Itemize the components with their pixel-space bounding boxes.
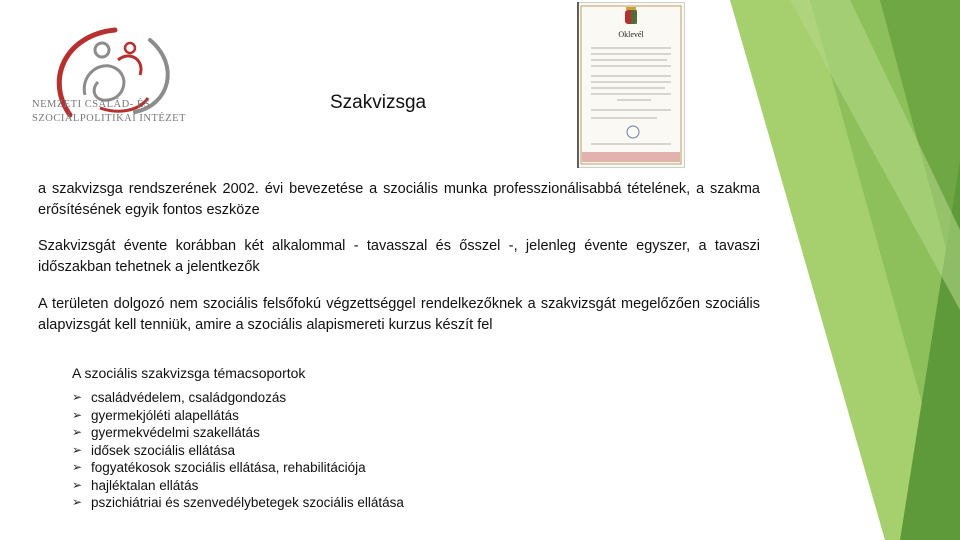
arrow-bullet-icon: ➢ [72,477,83,492]
topics-heading: A szociális szakvizsga témacsoportok [72,365,306,381]
list-item: ➢ fogyatékosok szociális ellátása, rehabilitációja [72,460,366,475]
logo-line-2: SZOCIÁLPOLITIKAI INTÉZET [32,113,187,124]
certificate-image [577,2,685,168]
list-item: ➢ családvédelem, családgondozás [72,390,287,405]
arrow-bullet-icon: ➢ [72,425,83,439]
coat-of-arms-icon [625,7,637,24]
arrow-bullet-icon: ➢ [72,442,83,457]
list-item: ➢ idősek szociális ellátása [72,442,236,458]
decorative-green-shapes [730,0,960,540]
topics-list [72,389,404,512]
arrow-bullet-icon: ➢ [72,390,83,404]
list-item: ➢ gyermekvédelmi szakellátás [72,425,260,440]
page-title: Szakvizsga [330,92,427,113]
logo-text [32,98,186,126]
certificate-heading: Oklevél [618,30,644,39]
arrow-bullet-icon: ➢ [72,495,83,509]
paragraph-intro: a szakvizsga rendszerének 2002. évi bevezetése a szociális munka professzionálisabbá tételének, a szakma erősítésének egyik fontos eszköze [38,181,760,218]
list-item: ➢ gyermekjóléti alapellátás [72,407,239,423]
arrow-bullet-icon: ➢ [72,460,83,474]
paragraph-prerequisite: A területen dolgozó nem szociális felsőfokú végzettséggel rendelkezőknek a szakvizsgát megelőzően szociális alapvizsgát kell tenniük, amire a szociális alapismereti kurzus készít fel [38,296,760,333]
list-item: ➢ hajléktalan ellátás [72,477,199,493]
logo-line-1: NEMZETI CSALÁD- ÉS [32,99,151,110]
list-item: ➢ pszichiátriai és szenvedélybetegek szociális ellátása [72,495,404,510]
arrow-bullet-icon: ➢ [72,407,83,422]
paragraph-schedule: Szakvizsgát évente korábban két alkalommal - tavasszal és ősszel -, jelenleg évente egyszer, a tavaszi időszakban tehetnek a jelentkezők [38,238,760,275]
